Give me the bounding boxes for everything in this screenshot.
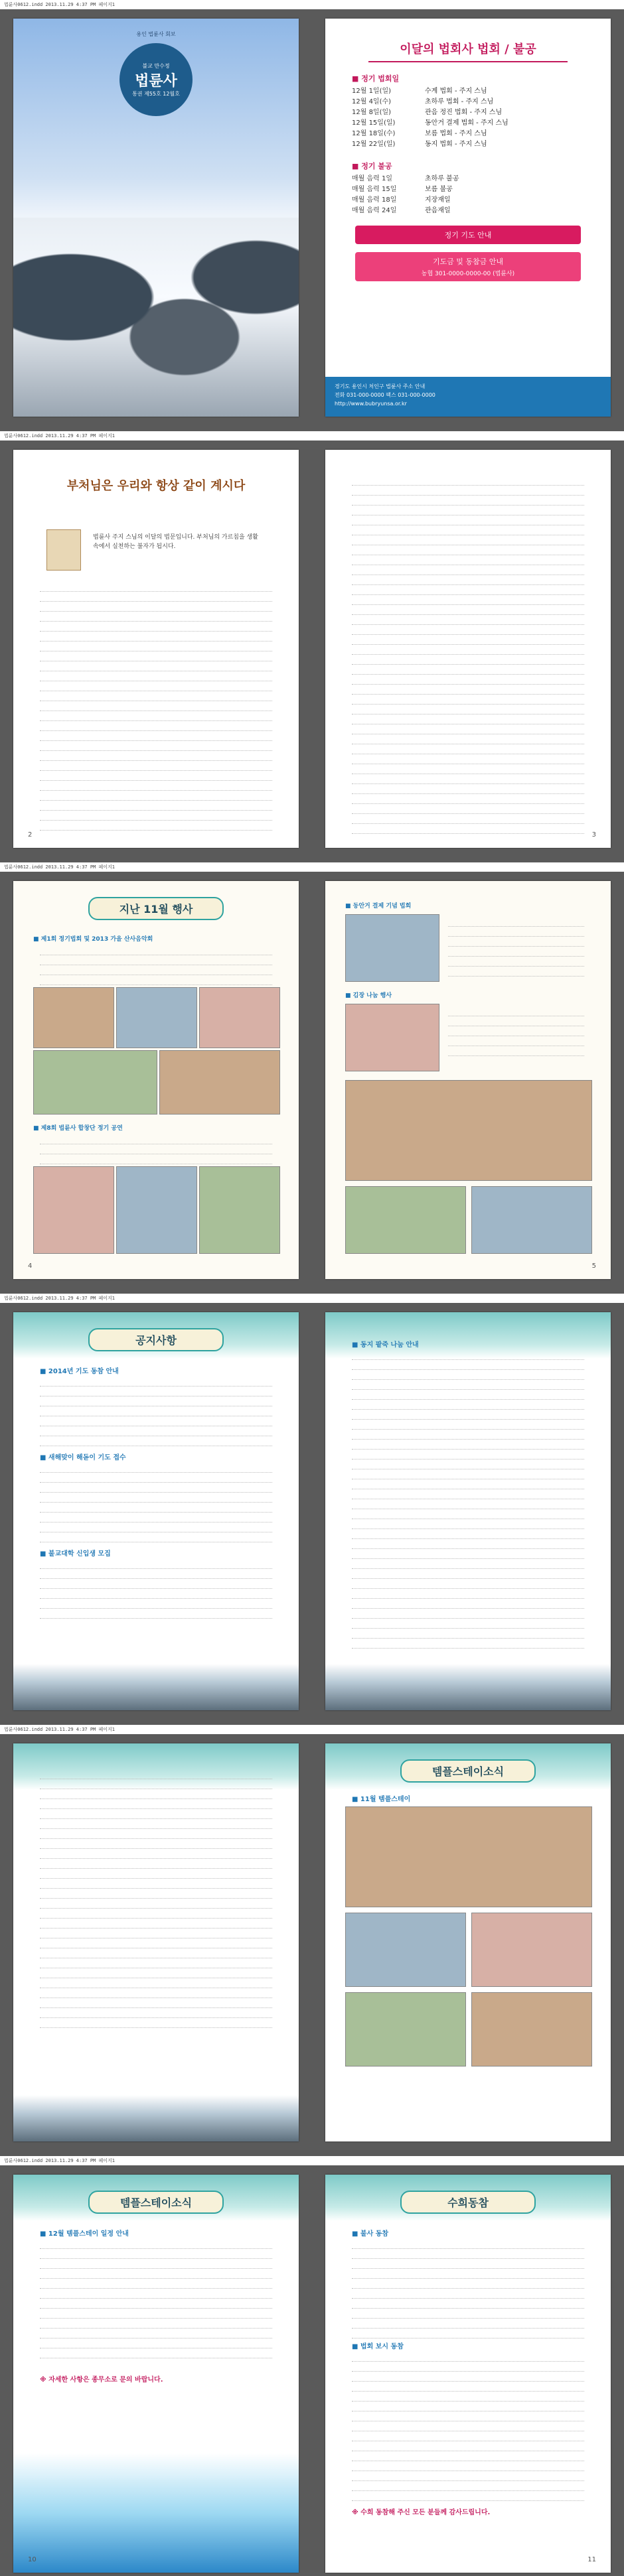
account-line: 농협 301-0000-0000-00 (법륜사) (421, 271, 515, 277)
talk-intro: 법륜사 주지 스님의 이달의 법문입니다. 부처님의 가르침을 생활 속에서 실천하는 불자가 됩시다. (93, 534, 258, 550)
snow-decoration (13, 2453, 299, 2573)
notices-page-left (13, 1312, 299, 1710)
row-date: 매월 음력 24일 (352, 207, 397, 214)
cover-snow-scene (13, 218, 299, 417)
events-page-left (13, 881, 299, 1279)
row-date: 12월 22일(일) (352, 141, 396, 148)
templestay-text (40, 2240, 272, 2359)
row-text: 관음 정진 법회 - 주지 스님 (425, 109, 503, 116)
schedule-row (352, 184, 611, 195)
event-photo (345, 1186, 466, 1254)
notice-heading: ■ 새해맞이 해돋이 기도 접수 (40, 1454, 126, 1461)
events-banner: 지난 11월 행사 (88, 897, 224, 920)
cover-main-title: 법륜사 (135, 72, 177, 90)
event-photo (116, 987, 197, 1048)
section-heading: ■ 정기 법회일 (352, 74, 400, 83)
notice-label: 정기 기도 안내 (444, 231, 492, 239)
cover-title-box (106, 31, 206, 116)
cover-caption: 용인 법륜사 회보 (136, 31, 176, 37)
schedule-row (352, 97, 611, 107)
notices-banner: 공지사항 (88, 1328, 224, 1351)
print-header: 법륜사0612.indd 2013.11.29 4:37 PM 페이지1 (0, 431, 624, 441)
footer-line: 경기도 용인시 처인구 법륜사 주소 안내 (335, 383, 426, 389)
schedule-row (352, 174, 611, 184)
website-link[interactable]: http://www.bubryunsa.or.kr (335, 401, 407, 407)
event-photo (345, 1004, 439, 1071)
print-header: 법륜사0612.indd 2013.11.29 4:37 PM 페이지1 (0, 2156, 624, 2165)
event-caption: ■ 김장 나눔 행사 (345, 992, 392, 999)
templestay-page (325, 1743, 611, 2141)
notice-heading: ■ 2014년 기도 동참 안내 (40, 1368, 119, 1375)
schedule-row (352, 139, 611, 150)
schedule-row (352, 86, 611, 97)
talk-page-right (325, 450, 611, 848)
footer-line: 전화 031-000-0000 팩스 031-000-0000 (335, 392, 435, 398)
row-text: 관음재일 (425, 207, 451, 214)
event-photo (33, 1166, 114, 1254)
event-text (40, 1135, 272, 1165)
row-text: 초하루 불공 (425, 175, 459, 182)
event-photo (159, 1050, 280, 1115)
schedule-section-2 (352, 161, 611, 216)
row-date: 매월 음력 1일 (352, 175, 393, 182)
schedule-page (325, 19, 611, 417)
donors-banner: 수희동참 (400, 2191, 536, 2214)
donors-heading: ■ 불사 동참 (352, 2230, 389, 2238)
page-number: 4 (28, 1262, 33, 1270)
templestay-photo (471, 1913, 592, 1987)
row-text: 동지 법회 - 주지 스님 (425, 141, 487, 148)
schedule-row (352, 107, 611, 118)
temple-decoration (13, 1664, 299, 1710)
notice-text (40, 1770, 272, 2029)
row-date: 매월 음력 15일 (352, 186, 397, 193)
donors-heading: ■ 법회 보시 동참 (352, 2343, 404, 2350)
cover-subtitle: 통권 제55호 12월호 (132, 90, 180, 97)
templestay-photo (471, 1992, 592, 2067)
templestay-banner: 템플스테이소식 (88, 2191, 224, 2214)
row-date: 12월 4일(수) (352, 98, 392, 105)
sheet-6 (0, 2156, 624, 2576)
cover-small-title: 불교 만수정 (142, 62, 170, 69)
notice-text (40, 1377, 272, 1447)
templestay-photo (345, 1806, 592, 1907)
temple-decoration (13, 2095, 299, 2141)
cover-page (13, 19, 299, 417)
event-caption: ■ 제8회 법륜사 합창단 정기 공연 (33, 1125, 123, 1132)
templestay-photo (345, 1913, 466, 1987)
notice-text (40, 1560, 272, 1619)
prayer-notice (355, 226, 581, 244)
cover-emblem (119, 43, 193, 116)
sheet-1 (0, 0, 624, 431)
row-text: 보름 불공 (425, 186, 453, 193)
donation-notice (355, 252, 581, 281)
templestay-photo (345, 1992, 466, 2067)
sheet-2 (0, 431, 624, 862)
page-number: 3 (591, 831, 596, 839)
row-text: 지장재일 (425, 196, 451, 204)
donors-list (352, 2240, 584, 2339)
templestay-heading: ■ 11월 템플스테이 (352, 1796, 411, 1803)
row-date: 12월 18일(수) (352, 130, 396, 137)
contact-footer (325, 377, 611, 417)
schedule-row (352, 195, 611, 206)
talk-title: 부처님은 우리와 항상 같이 계시다 (66, 479, 246, 493)
templestay-page-2 (13, 2175, 299, 2573)
notice-heading: ■ 불교대학 신입생 모집 (40, 1550, 111, 1558)
schedule-row (352, 206, 611, 216)
page-number: 11 (587, 2556, 596, 2563)
event-caption: ■ 제1회 정기법회 및 2013 가을 산사음악회 (33, 936, 153, 943)
row-date: 12월 15일(일) (352, 119, 396, 127)
row-date: 12월 1일(일) (352, 88, 392, 95)
sheet-4 (0, 1294, 624, 1725)
schedule-section-1 (352, 73, 611, 150)
monk-portrait (46, 529, 81, 571)
row-text: 동안거 결제 법회 - 주지 스님 (425, 119, 508, 127)
event-photo (471, 1186, 592, 1254)
event-photo (345, 1080, 592, 1181)
sheet-5 (0, 1725, 624, 2156)
notice-label: 기도금 및 동참금 안내 (432, 257, 504, 266)
notices-page-3 (13, 1743, 299, 2141)
event-caption: ■ 동안거 결제 기념 법회 (345, 903, 412, 910)
donors-list (352, 2352, 584, 2502)
notices-page-right (325, 1312, 611, 1710)
templestay-banner: 템플스테이소식 (400, 1759, 536, 1783)
donors-page (325, 2175, 611, 2573)
sheet-3 (0, 862, 624, 1294)
event-photo (116, 1166, 197, 1254)
event-photo (33, 987, 114, 1048)
section-heading: ■ 정기 불공 (352, 162, 392, 170)
event-photo (33, 1050, 157, 1115)
notice-heading: ■ 동지 팥죽 나눔 안내 (352, 1341, 419, 1349)
page-number: 10 (28, 2556, 37, 2563)
event-photo (345, 914, 439, 982)
row-text: 보름 법회 - 주지 스님 (425, 130, 487, 137)
print-header: 법륜사0612.indd 2013.11.29 4:37 PM 페이지1 (0, 0, 624, 9)
row-date: 12월 8일(일) (352, 109, 392, 116)
event-photo (199, 1166, 280, 1254)
notice-text (352, 1351, 584, 1649)
schedule-row (352, 118, 611, 129)
page-number: 5 (591, 1262, 596, 1270)
templestay-note: ※ 자세한 사항은 종무소로 문의 바랍니다. (40, 2376, 163, 2384)
print-header: 법륜사0612.indd 2013.11.29 4:37 PM 페이지1 (0, 862, 624, 872)
notice-text (40, 1463, 272, 1543)
print-header: 법륜사0612.indd 2013.11.29 4:37 PM 페이지1 (0, 1725, 624, 1734)
row-text: 수계 법회 - 주지 스님 (425, 88, 487, 95)
row-text: 초하루 법회 - 주지 스님 (425, 98, 494, 105)
event-photo (199, 987, 280, 1048)
templestay-heading: ■ 12월 템플스테이 일정 안내 (40, 2230, 129, 2238)
event-text (448, 917, 584, 977)
print-header: 법륜사0612.indd 2013.11.29 4:37 PM 페이지1 (0, 1294, 624, 1303)
row-date: 매월 음력 18일 (352, 196, 397, 204)
donors-note: ※ 수희 동참해 주신 모든 분들께 감사드립니다. (352, 2509, 491, 2516)
talk-body-text (352, 476, 584, 835)
talk-body-text (40, 582, 272, 831)
event-text (40, 946, 272, 986)
event-text (448, 1007, 584, 1057)
schedule-row (352, 129, 611, 139)
temple-decoration (325, 1664, 611, 1710)
schedule-title: 이달의 법회사 법회 / 불공 (368, 40, 568, 62)
talk-page-left (13, 450, 299, 848)
events-page-right (325, 881, 611, 1279)
page-number: 2 (28, 831, 33, 839)
